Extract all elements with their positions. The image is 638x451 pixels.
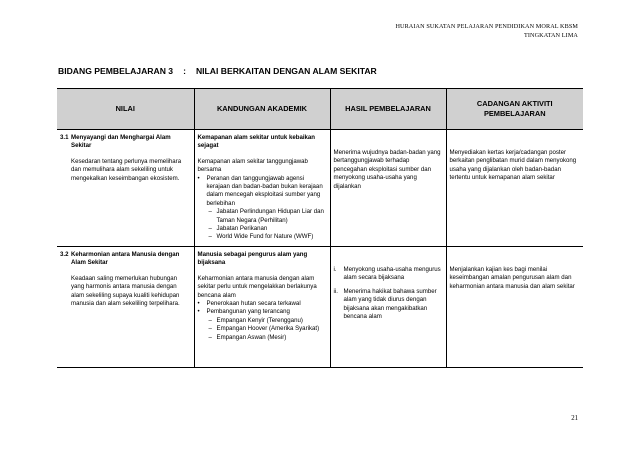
list-item: – Jabatan Perikanan <box>207 225 327 233</box>
list-item: – Empangan Aswan (Mesir) <box>207 334 327 342</box>
kandungan-cell <box>194 130 330 247</box>
section-title <box>58 66 377 76</box>
hasil-list <box>334 266 443 321</box>
bullet-text: Pembangunan yang terancang <box>206 308 290 316</box>
nilai-title: Menyayangi dan Menghargai Alam Sekitar <box>71 134 171 150</box>
hasil-text: Menerima wujudnya badan-badan yang bertanggungjawab terhadap pencegahan eksploitasi sumber dan menyokong usaha-usaha yang dijalankan <box>333 149 441 190</box>
kandungan-description: Kemapanan alam sekitar tanggungjawab bersama <box>197 157 308 174</box>
kandungan-bullet-list <box>198 300 327 342</box>
nilai-cell <box>57 246 194 367</box>
header-line-1: HURAIAN SUKATAN PELAJARAN PENDIDIKAN MORAL KBSM <box>395 23 578 30</box>
nilai-title: Keharmonian antara Manusia dengan Alam Sekitar <box>71 250 180 267</box>
kandungan-dash-list <box>207 208 327 242</box>
document-header <box>395 22 578 40</box>
nilai-number: 3.1 <box>60 134 69 141</box>
nilai-cell <box>57 130 194 247</box>
list-item <box>198 175 327 242</box>
kandungan-title: Kemapanan alam sekitar untuk kebaikan sejagat <box>197 134 316 150</box>
list-item: – Empangan Kenyir (Terengganu) <box>207 317 327 325</box>
list-item: – Jabatan Perlindungan Hidupan Liar dan Taman Negara (Perhilitan) <box>207 208 327 225</box>
kandungan-bullet-list <box>198 175 327 242</box>
header-line-2: TINGKATAN LIMA <box>523 32 578 39</box>
bidang-colon: : <box>183 66 186 76</box>
bullet-text: Peranan dan tanggungjawab agensi kerajaan dan badan-badan bukan kerajaan dalam mencegah eksploitasi sumber yang berlebihan <box>206 174 323 207</box>
nilai-number: 3.2 <box>60 250 69 258</box>
header-hasil-pembelajaran: HASIL PEMBELAJARAN <box>330 89 446 130</box>
nilai-heading <box>60 251 191 268</box>
kandungan-dash-list <box>207 317 327 342</box>
list-item <box>198 308 327 342</box>
item-number: ii. <box>333 287 338 295</box>
table-row <box>57 246 583 367</box>
kandungan-cell <box>194 246 330 367</box>
list-item: – Empangan Hoover (Amerika Syarikat) <box>207 325 327 333</box>
item-text: Menerima hakikat bahawa sumber alam yang tidak diurus dengan bijaksana akan mengakibatkan bencana alam <box>343 287 437 320</box>
nilai-heading <box>60 134 191 151</box>
hasil-cell <box>330 246 446 367</box>
item-text: Menyokong usaha-usaha mengurus alam secara bijaksana <box>343 265 441 282</box>
page-number: 21 <box>571 415 578 422</box>
table-row <box>57 130 583 247</box>
cadangan-cell <box>446 246 583 367</box>
kandungan-title: Manusia sebagai pengurus alam yang bijaksana <box>197 250 308 267</box>
cadangan-text: Menjalankan kajian kes bagi menilai keseimbangan amalan pengurusan alam dan keharmonian antara manusia dan alam sekitar <box>449 265 575 290</box>
hasil-cell <box>330 130 446 247</box>
cadangan-cell <box>446 130 583 247</box>
nilai-description: Kesedaran tentang perlunya memelihara dan memulihara alam sekeliling untuk mengekalkan keseimbangan ekosistem. <box>71 157 182 182</box>
header-cadangan-aktiviti: CADANGAN AKTIVITI PEMBELAJARAN <box>446 89 583 130</box>
bidang-title: NILAI BERKAITAN DENGAN ALAM SEKITAR <box>195 66 377 76</box>
header-nilai: NILAI <box>57 89 194 130</box>
list-item: • Penerokaan hutan secara terkawal <box>198 300 327 308</box>
bidang-label: BIDANG PEMBELAJARAN 3 <box>58 66 174 76</box>
item-number: i. <box>333 265 337 273</box>
kandungan-description: Keharmonian antara manusia dengan alam sekitar perlu untuk mengelakkan berlakunya bencana alam <box>197 274 317 299</box>
list-item <box>334 288 443 322</box>
header-kandungan-akademik: KANDUNGAN AKADEMIK <box>194 89 330 130</box>
cadangan-text: Menyediakan kertas kerja/cadangan poster berkaitan penglibatan murid dalam menyokong usaha yang dijalankan oleh badan-badan tertentu untuk kemapanan alam sekitar <box>449 149 577 182</box>
list-item <box>334 266 443 283</box>
nilai-description: Keadaan saling memerlukan hubungan yang harmonis antara manusia dengan alam sekeliling supaya kualiti kehidupan manusia dan alam sekeliling terpelihara. <box>71 274 180 307</box>
curriculum-table <box>57 88 583 368</box>
table-header-row <box>57 89 583 130</box>
list-item: – World Wide Fund for Nature (WWF) <box>207 233 327 241</box>
